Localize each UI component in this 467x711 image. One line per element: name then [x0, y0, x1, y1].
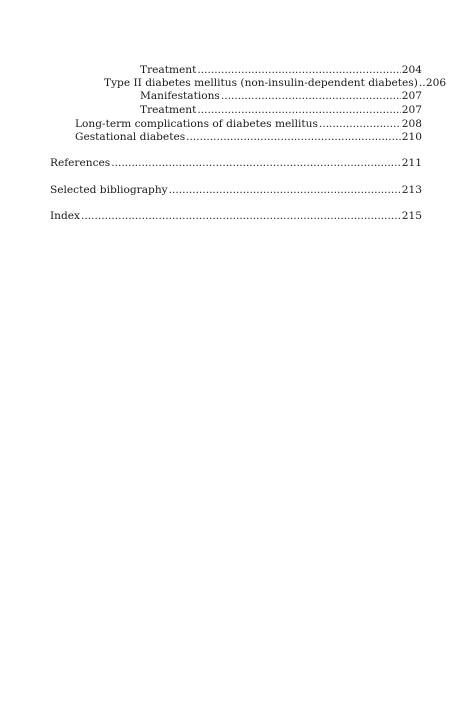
toc-entry-label: Index: [50, 210, 81, 222]
toc-page-number: 206: [425, 77, 447, 89]
toc-entry-references[interactable]: [50, 157, 422, 170]
toc-leader-dots: [221, 90, 401, 103]
toc-page-number: 213: [401, 184, 422, 196]
toc-entry-selected-bibliography[interactable]: [50, 184, 422, 197]
toc-entry-label: Treatment: [140, 64, 197, 76]
toc-leader-dots: [186, 131, 401, 144]
toc-entry-label: Manifestations: [140, 90, 220, 102]
toc-page-number: 211: [401, 157, 422, 169]
toc-entry-label: Long-term complications of diabetes mellitus: [75, 118, 318, 130]
toc-entry-label: Treatment: [140, 104, 197, 116]
toc-entry-long-term-complications[interactable]: [75, 118, 422, 131]
toc-entry-label: Gestational diabetes: [75, 131, 186, 143]
toc-entry-manifestations[interactable]: [140, 90, 422, 103]
toc-page-number: 208: [401, 118, 422, 130]
toc-entry-treatment-type-2[interactable]: [140, 104, 422, 117]
toc-leader-dots: [169, 184, 401, 197]
toc-entry-label: Selected bibliography: [50, 184, 168, 196]
toc-entry-index[interactable]: [50, 210, 422, 223]
toc-entry-label: Type II diabetes mellitus (non-insulin-dependent diabetes): [104, 77, 418, 89]
toc-entry-gestational-diabetes[interactable]: [75, 131, 422, 144]
toc-leader-dots: [319, 118, 401, 131]
toc-page-number: 204: [401, 64, 422, 76]
toc-leader-dots: [197, 104, 400, 117]
toc-entry-type-2-diabetes[interactable]: [104, 77, 447, 90]
toc-page-number: 210: [401, 131, 422, 143]
toc-page-number: 207: [401, 90, 422, 102]
toc-entry-treatment-type-1[interactable]: [140, 64, 422, 77]
toc-page-number: 207: [401, 104, 422, 116]
toc-entry-label: References: [50, 157, 111, 169]
toc-page-number: 215: [401, 210, 422, 222]
toc-leader-dots: [197, 64, 400, 77]
toc-leader-dots: [419, 77, 425, 90]
toc-leader-dots: [81, 210, 401, 223]
toc-leader-dots: [111, 157, 401, 170]
